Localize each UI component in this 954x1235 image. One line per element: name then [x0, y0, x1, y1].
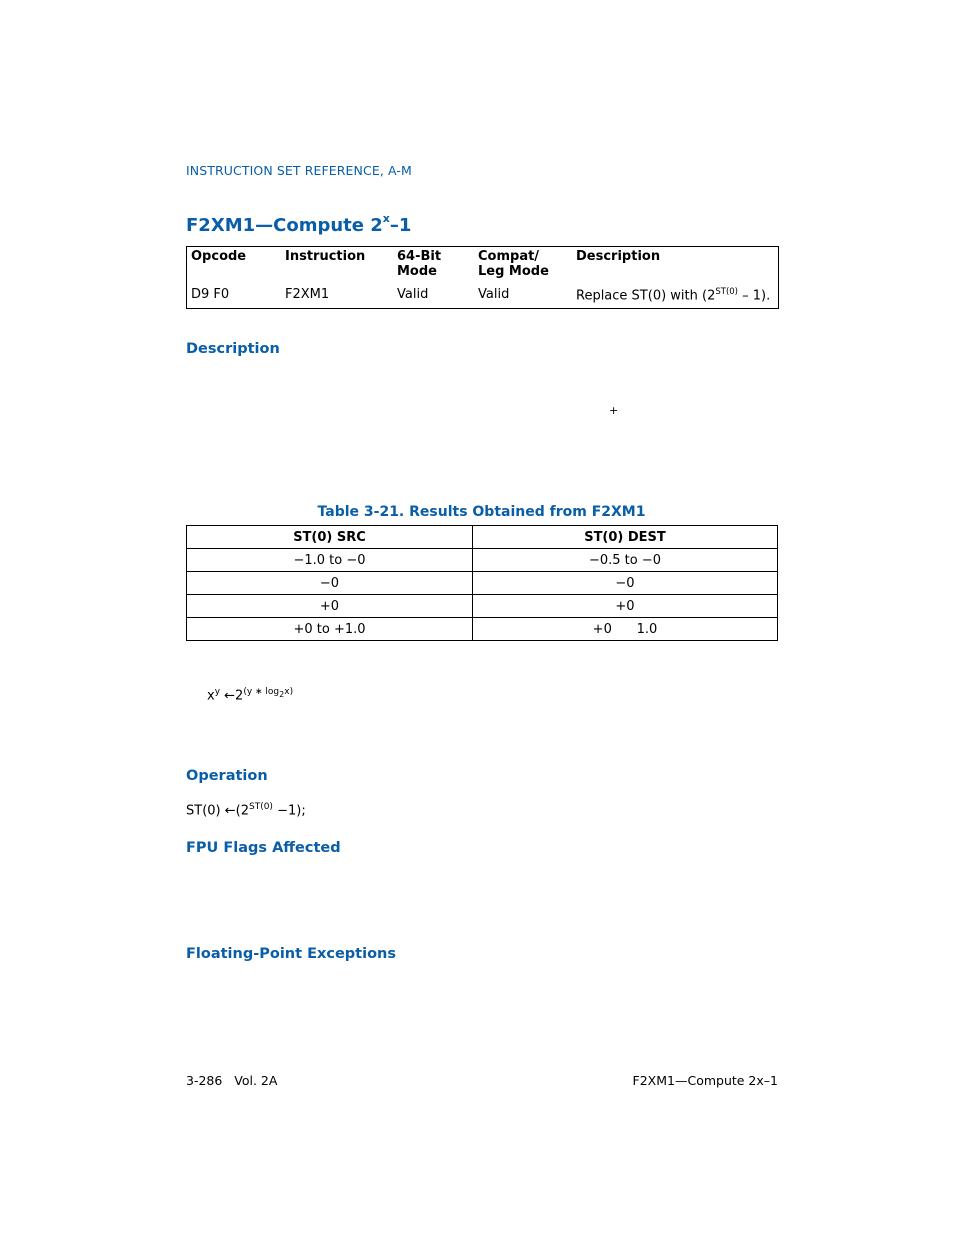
header-compat: Compat/ Leg Mode — [478, 249, 549, 279]
cell-dest: −0 — [473, 572, 778, 595]
header-src: ST(0) SRC — [187, 526, 473, 549]
cell-src: +0 to +1.0 — [187, 618, 473, 641]
header-opcode: Opcode — [191, 249, 247, 264]
title-tail: –1 — [389, 215, 412, 236]
table-row — [187, 572, 778, 595]
section-fp-exceptions: Floating-Point Exceptions — [186, 946, 396, 962]
section-operation: Operation — [186, 768, 268, 784]
running-head: INSTRUCTION SET REFERENCE, A-M — [186, 163, 412, 178]
table-header-row — [187, 526, 778, 549]
cell-src: −1.0 to −0 — [187, 549, 473, 572]
footer-title: F2XM1—Compute 2x–1 — [632, 1073, 778, 1088]
results-table — [186, 525, 778, 641]
header-64bit: 64-Bit Mode — [397, 249, 442, 279]
header-dest: ST(0) DEST — [473, 526, 778, 549]
cell-dest: +0 1.0 — [473, 618, 778, 641]
table-row — [187, 549, 778, 572]
cell-description: Replace ST(0) with $(2^{ST(0)} - 1)$. — [576, 287, 771, 304]
title-sup: x — [382, 212, 390, 225]
formula: $x^y$ $\leftarrow 2^{(y ∗ log2x)}$ — [207, 687, 294, 704]
title-main: F2XM1—Compute 2 — [186, 215, 383, 236]
opcode-table — [186, 246, 779, 309]
table-row — [187, 618, 778, 641]
header-description: Description — [576, 249, 661, 264]
cell-opcode: D9 F0 — [191, 287, 230, 302]
cell-instruction: F2XM1 — [285, 287, 330, 302]
cell-src: −0 — [187, 572, 473, 595]
section-description: Description — [186, 341, 280, 357]
table-caption: Table 3-21. Results Obtained from F2XM1 — [317, 504, 646, 520]
footer-page-number: 3-286 Vol. 2A — [186, 1073, 278, 1088]
description-fragment: + — [609, 404, 619, 417]
cell-compat: Valid — [478, 287, 510, 302]
header-instruction: Instruction — [285, 249, 366, 264]
cell-dest: −0.5 to −0 — [473, 549, 778, 572]
page-title — [186, 214, 411, 236]
operation-code: ST(0) $\leftarrow(2^{ST(0)} -1)$; — [186, 802, 306, 819]
section-fpu-flags: FPU Flags Affected — [186, 840, 341, 856]
cell-src: +0 — [187, 595, 473, 618]
cell-dest: +0 — [473, 595, 778, 618]
table-row — [187, 595, 778, 618]
cell-64bit: Valid — [397, 287, 429, 302]
